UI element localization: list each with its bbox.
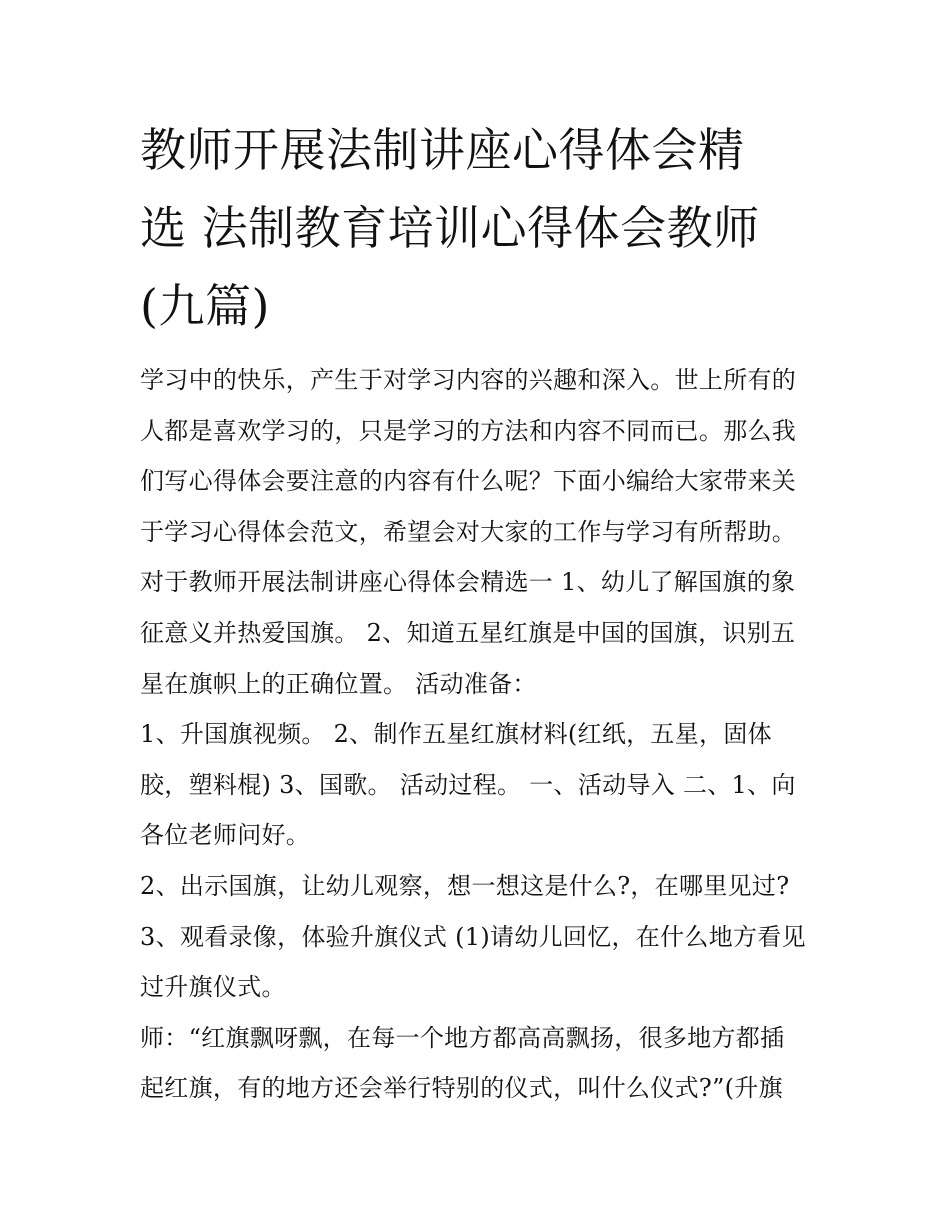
body-line: 起红旗，有的地方还会举行特别的仪式，叫什么仪式?”(升旗 — [140, 1074, 783, 1103]
body-line: 师：“红旗飘呀飘，在每一个地方都高高飘扬，很多地方都插 — [140, 1023, 785, 1052]
body-line: 胶，塑料棍) 3、国歌。 活动过程。 一、活动导入 二、1、向 — [140, 770, 796, 799]
body-line: 2、出示国旗，让幼儿观察，想一想这是什么?，在哪里见过? — [140, 871, 790, 900]
body-line: 3、观看录像，体验升旗仪式 (1)请幼儿回忆，在什么地方看见 — [140, 922, 806, 951]
body-line: 于学习心得体会范文，希望会对大家的工作与学习有所帮助。 — [140, 517, 797, 546]
title-line: 选 法制教育培训心得体会教师 — [140, 201, 760, 255]
body-line: 过升旗仪式。 — [140, 973, 286, 1002]
body-line: 星在旗帜上的正确位置。 活动准备： — [140, 669, 537, 698]
body-line: 1、升国旗视频。 2、制作五星红旗材料(红纸，五星，固体 — [140, 720, 772, 749]
body-line: 们写心得体会要注意的内容有什么呢？下面小编给大家带来关 — [140, 467, 797, 496]
body-line: 对于教师开展法制讲座心得体会精选一 1、幼儿了解国旗的象 — [140, 568, 796, 597]
body-line: 征意义并热爱国旗。 2、知道五星红旗是中国的国旗，识别五 — [140, 618, 796, 647]
body-line: 人都是喜欢学习的，只是学习的方法和内容不同而已。那么我 — [140, 416, 797, 445]
document-title — [140, 111, 830, 345]
body-line: 学习中的快乐，产生于对学习内容的兴趣和深入。世上所有的 — [140, 366, 797, 394]
document-body — [140, 355, 830, 1114]
body-line: 各位老师问好。 — [140, 821, 311, 850]
title-line: 教师开展法制讲座心得体会精 — [140, 123, 745, 177]
title-line: (九篇) — [140, 279, 270, 333]
